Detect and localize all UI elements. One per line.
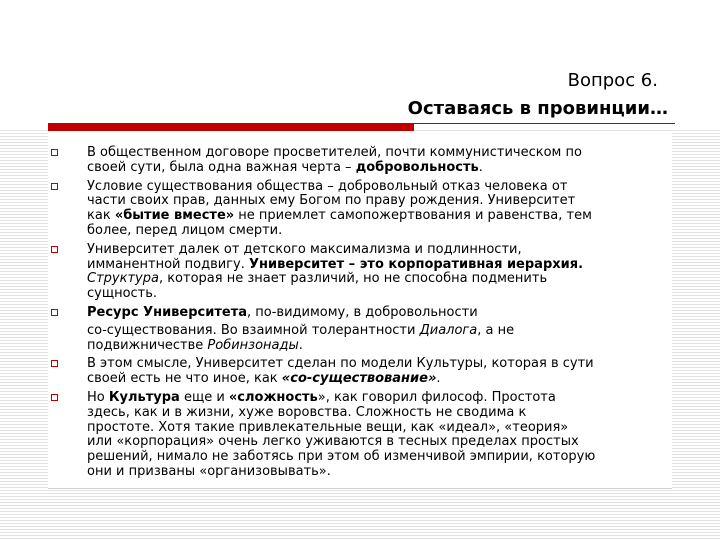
bullet-line [87, 224, 670, 239]
bullet-text: не приемлет самопожертвования и равенства, тем [234, 208, 592, 224]
bullet-text: своей сути, была одна важная черта – [87, 159, 356, 175]
bullet-line [87, 339, 670, 354]
bullet-line [87, 161, 670, 176]
bullet-line [87, 287, 670, 302]
bullet-text-bold: Культура [108, 389, 180, 405]
bullet-text: . [436, 371, 441, 387]
bullet-text: как [87, 208, 115, 224]
square-bullet-icon [51, 149, 58, 156]
bullet-line [87, 306, 670, 321]
bullet-text: В общественном договоре просветителей, почти коммунистическом по [87, 145, 582, 160]
square-bullet-icon [51, 360, 58, 367]
bullet-text: или «корпорация» очень легко уживаются в тесных пределах простых [87, 434, 579, 450]
bullet-text: Университет далек от детского максимализма и подлинности, [87, 241, 522, 257]
bullet-item [50, 180, 670, 239]
bullet-line [87, 243, 670, 258]
bullet-line [87, 391, 670, 406]
bullet-text: В этом смысле, Университет сделан по модели Культуры, которая в сути [87, 356, 594, 372]
title-underline-red-bar [48, 123, 414, 131]
bullet-line [87, 406, 670, 421]
bullet-text-bold-italic: «со-существование» [281, 371, 437, 387]
square-bullet-icon [51, 309, 58, 316]
bullet-line [87, 258, 670, 273]
bullet-line [87, 272, 670, 287]
bullet-text-bold: «бытие вместе» [114, 208, 235, 224]
bullet-item [50, 146, 670, 176]
bullet-text: , по-видимому, в добровольности [247, 304, 478, 320]
bullet-text-italic: Робинзонады [207, 337, 299, 353]
bullet-text: еще и [179, 389, 229, 405]
slide-title-question: Вопрос 6. [567, 70, 658, 91]
bullet-text: Но [87, 389, 109, 405]
bullet-text: своей есть не что иное, как [87, 371, 282, 387]
bullet-item [50, 391, 670, 480]
bullet-text: они и призваны «организовывать». [87, 463, 331, 479]
slide-title-block [408, 70, 668, 122]
bullet-text: простоте. Хотя такие привлекательные вещи, как «идеал», «теория» [87, 419, 569, 435]
bullet-line [87, 357, 670, 372]
bullet-item [50, 243, 670, 302]
bullet-text: части своих прав, данных ему Богом по праву рождения. Университет [87, 193, 576, 209]
bullet-text: решений, нимало не заботясь при этом об изменчивой эмпирии, которую [87, 449, 596, 465]
bullet-line [87, 465, 670, 480]
square-bullet-icon [51, 394, 58, 401]
bullet-line [87, 194, 670, 209]
bullet-text-italic: Диалога [419, 322, 478, 338]
bullet-text-bold: Университет – это корпоративная иерархия. [248, 256, 584, 272]
bullet-text: , которая не знает различий, но не способна подменить [158, 271, 548, 287]
bullet-line [87, 324, 670, 339]
slide-title-heading: Оставаясь в провинции… [407, 98, 668, 119]
bullet-text-bold: добровольность [355, 159, 479, 175]
bullet-text-italic: Структура [87, 271, 159, 287]
bullet-text-bold: «сложность [228, 389, 318, 405]
bullet-line [87, 146, 670, 161]
bullet-text: . [478, 159, 483, 175]
bullet-line [87, 209, 670, 224]
bullet-line [87, 421, 670, 436]
bullet-text: », как говорил философ. Простота [317, 389, 556, 405]
bullet-text: , а не [477, 322, 515, 338]
bullet-list [50, 146, 670, 484]
bullet-line [87, 450, 670, 465]
bullet-item [50, 357, 670, 387]
bullet-text: сущность. [87, 286, 158, 302]
bullet-text: более, перед лицом смерти. [87, 222, 283, 238]
bullet-item [50, 306, 670, 353]
square-bullet-icon [51, 183, 58, 190]
bullet-line [87, 372, 670, 387]
square-bullet-icon [51, 246, 58, 253]
bullet-line [87, 435, 670, 450]
bullet-text: подвижничестве [87, 337, 208, 353]
bullet-text: со-существования. Во взаимной толерантности [87, 322, 420, 338]
bullet-text-bold: Ресурс Университета [87, 304, 247, 320]
bullet-text: здесь, как и в жизни, хуже воровства. Сложность не сводима к [87, 404, 527, 420]
title-underline-thin-line [414, 123, 675, 124]
bullet-text: Условие существования общества – добровольный отказ человека от [87, 178, 568, 194]
bullet-text: . [298, 337, 303, 353]
bullet-text: имманентной подвигу. [87, 256, 249, 272]
bullet-line [87, 180, 670, 195]
content-bottom-divider [48, 488, 672, 489]
